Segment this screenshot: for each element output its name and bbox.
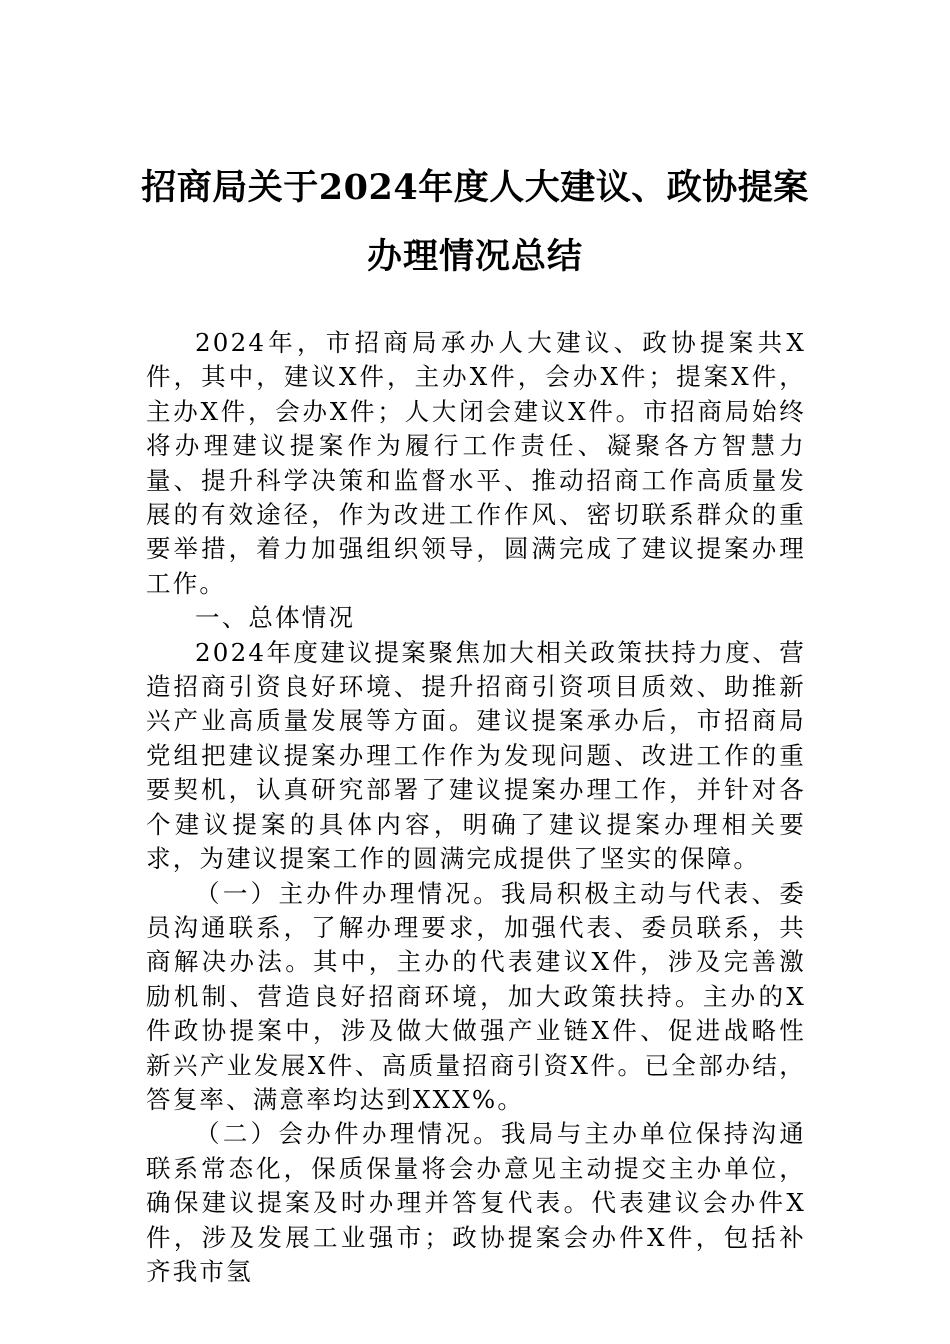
paragraph-joint-items: （二）会办件办理情况。我局与主办单位保持沟通联系常态化，保质保量将会办意见主动提交主办单位，确保建议提案及时办理并答复代表。代表建议会办件X件，涉及发展工业强市；政协提案会办件X件，包括补齐我市氢 — [146, 1119, 806, 1286]
document-title-line-1: 招商局关于2024年度人大建议、政协提案 — [141, 167, 809, 208]
document-body — [146, 326, 806, 1289]
paragraph-intro: 2024年，市招商局承办人大建议、政协提案共X件，其中，建议X件，主办X件，会办X件；提案X件，主办X件，会办X件；人大闭会建议X件。市招商局始终将办理建议提案作为履行工作责任、凝聚各方智慧力量、提升科学决策和监督水平、推动招商工作高质量发展的有效途径，作为改进工作作风、密切联系群众的重要举措，着力加强组织领导，圆满完成了建议提案办理工作。 — [146, 328, 806, 598]
paragraph-overall: 2024年度建议提案聚焦加大相关政策扶持力度、营造招商引资良好环境、提升招商引资项目质效、助推新兴产业高质量发展等方面。建议提案承办后，市招商局党组把建议提案办理工作作为发现问题、改进工作的重要契机，认真研究部署了建议提案办理工作，并针对各个建议提案的具体内容，明确了建议提案办理相关要求，为建议提案工作的圆满完成提供了坚实的保障。 — [146, 637, 806, 874]
paragraph-lead-items: （一）主办件办理情况。我局积极主动与代表、委员沟通联系，了解办理要求，加强代表、委员联系，共商解决办法。其中，主办的代表建议X件，涉及完善激励机制、营造良好招商环境，加大政策扶持。主办的X件政协提案中，涉及做大做强产业链X件、促进战略性新兴产业发展X件、高质量招商引资X件。已全部办结，答复率、满意率均达到XXX%。 — [146, 878, 806, 1114]
section-heading-overall: 一、总体情况 — [195, 603, 356, 633]
document-title-line-2: 办理情况总结 — [366, 236, 583, 277]
